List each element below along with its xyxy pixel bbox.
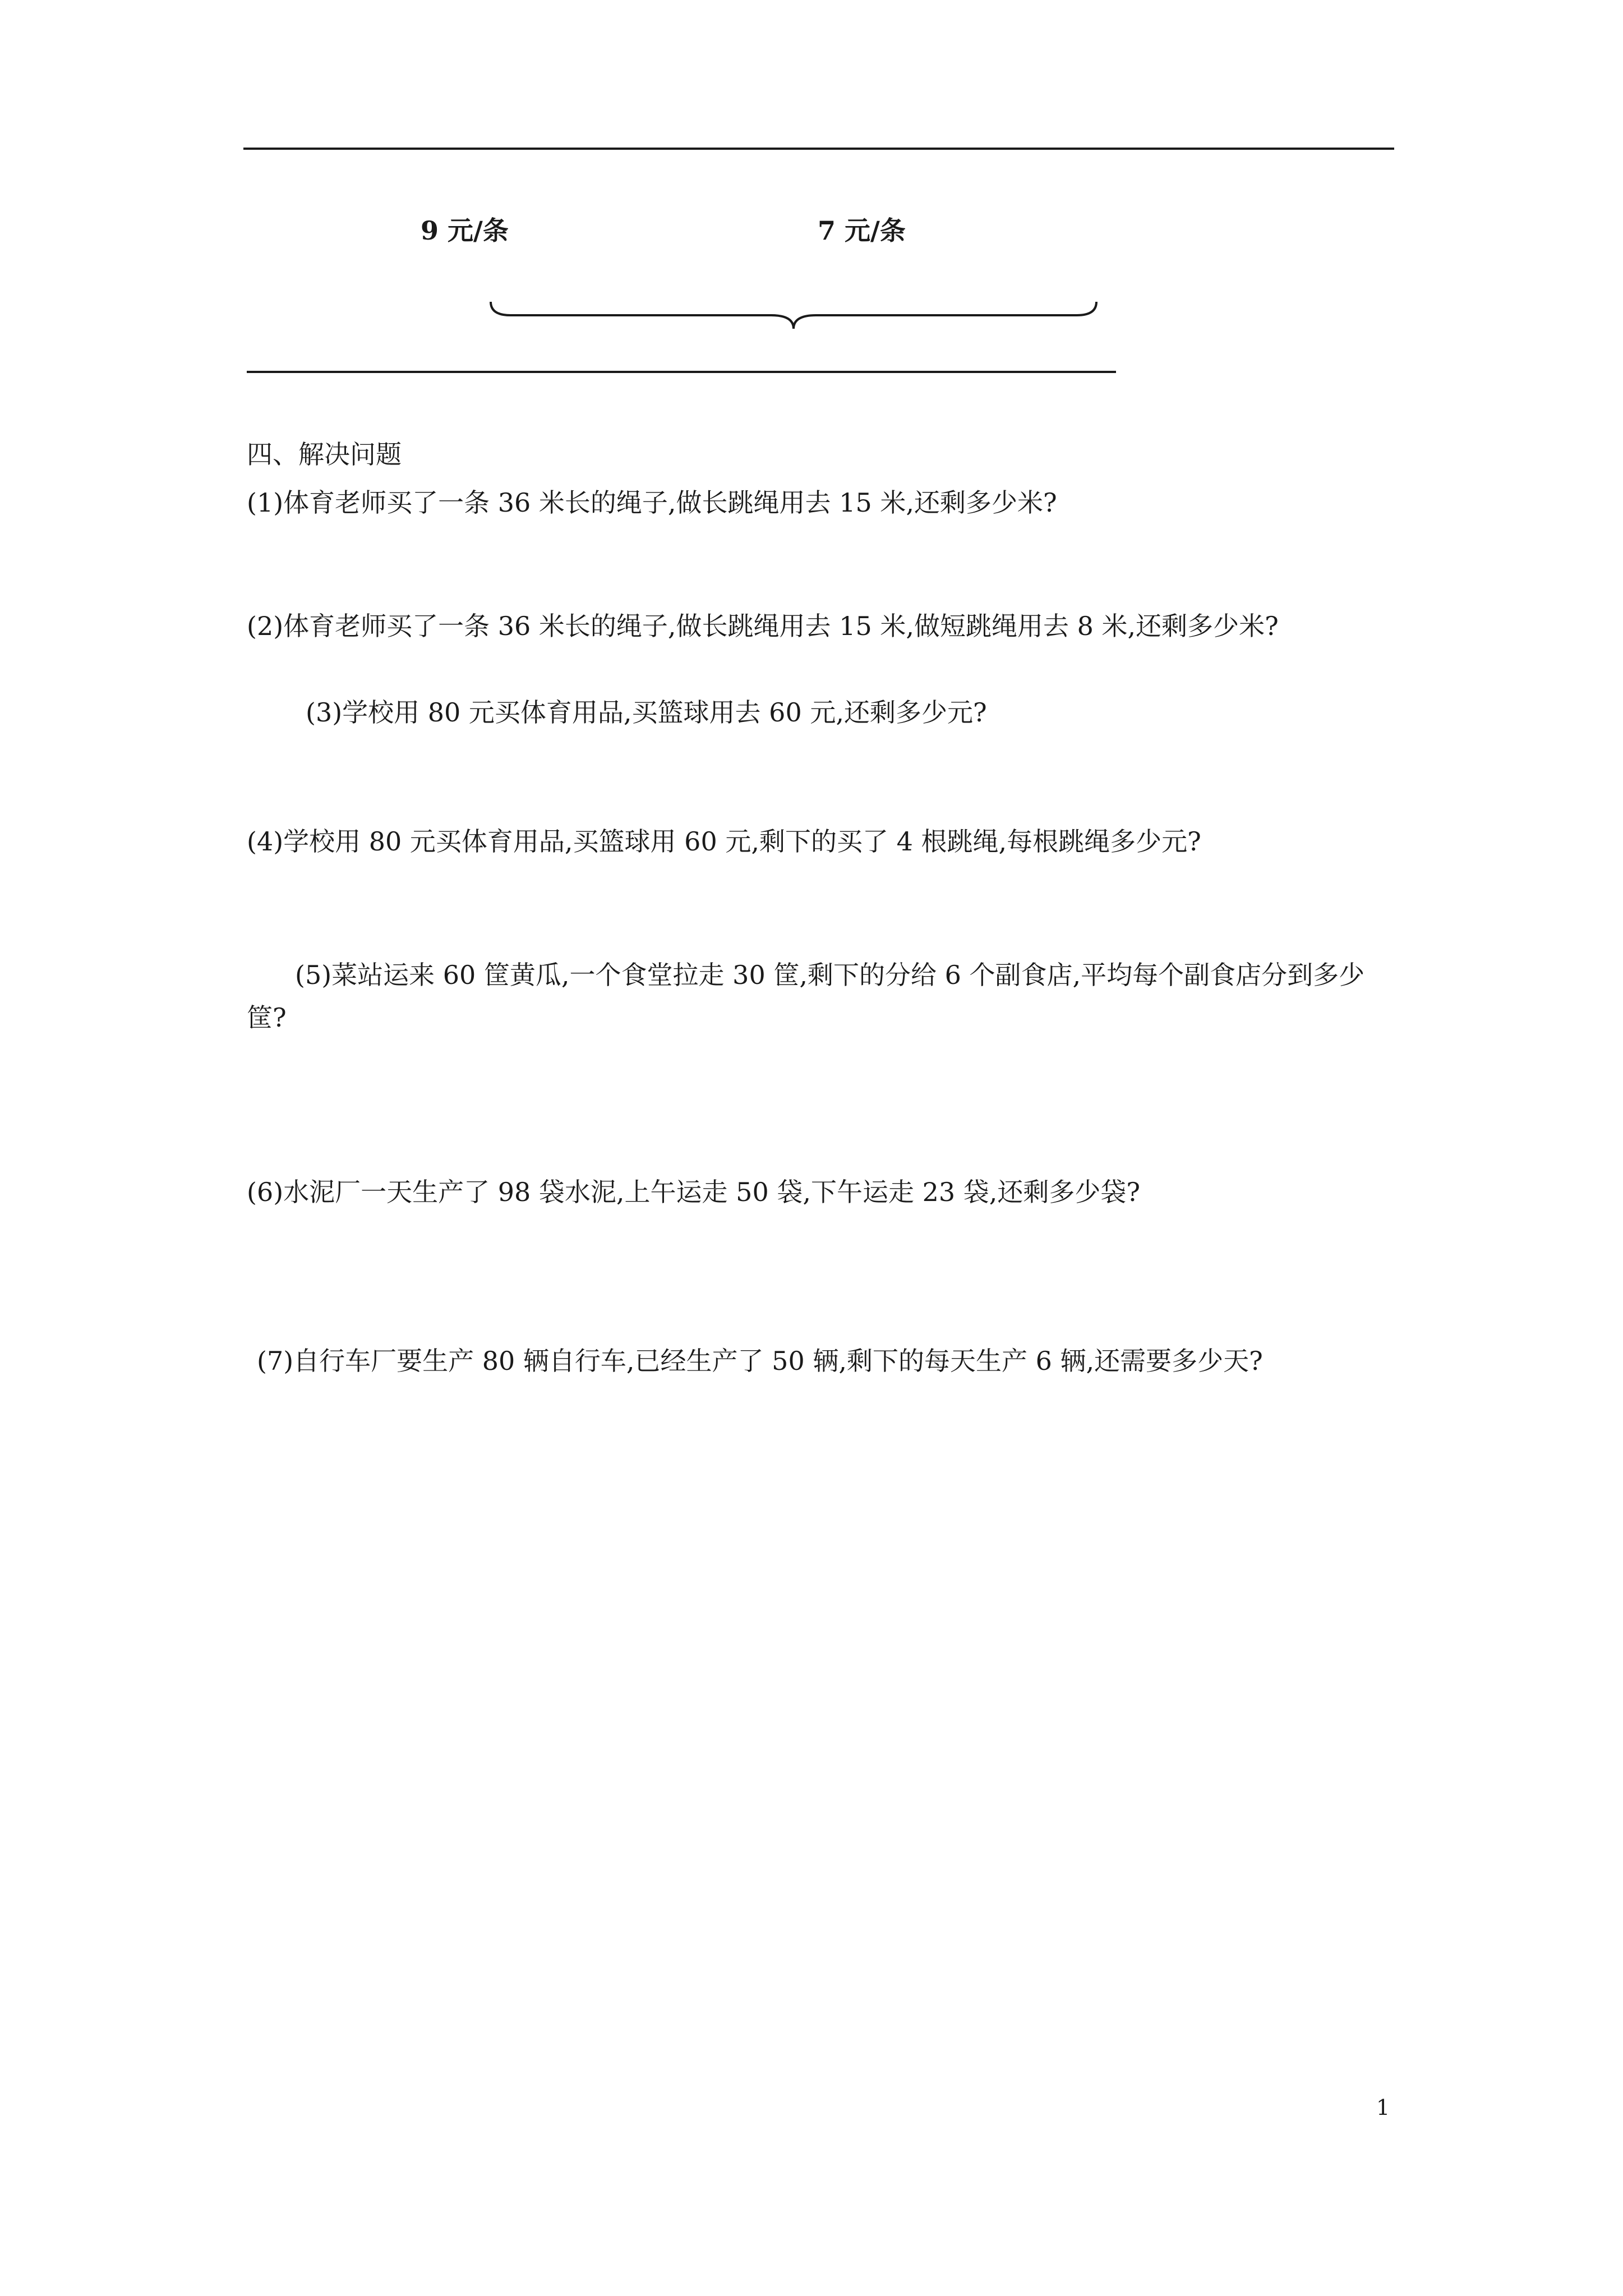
price-label-left: 9 元/条 bbox=[421, 215, 509, 246]
answer-line bbox=[247, 371, 1116, 373]
problem-6: (6)水泥厂一天生产了 98 袋水泥,上午运走 50 袋,下午运走 23 袋,还剩多少袋? bbox=[247, 1177, 1141, 1207]
page-number: 1 bbox=[1376, 2095, 1390, 2120]
curly-brace bbox=[488, 297, 1099, 331]
problem-7: (7)自行车厂要生产 80 辆自行车,已经生产了 50 辆,剩下的每天生产 6 辆,还需要多少天? bbox=[257, 1346, 1263, 1376]
section-heading: 四、解决问题 bbox=[247, 439, 402, 470]
problem-4: (4)学校用 80 元买体育用品,买篮球用 60 元,剩下的买了 4 根跳绳,每根跳绳多少元? bbox=[247, 826, 1201, 857]
problem-1: (1)体育老师买了一条 36 米长的绳子,做长跳绳用去 15 米,还剩多少米? bbox=[247, 487, 1057, 518]
problem-2: (2)体育老师买了一条 36 米长的绳子,做长跳绳用去 15 米,做短跳绳用去 8 米,还剩多少米? bbox=[247, 611, 1279, 641]
problem-5: (5)菜站运来 60 筐黄瓜,一个食堂拉走 30 筐,剩下的分给 6 个副食店,平均每个副食店分到多少筐? bbox=[247, 960, 1365, 1033]
problem-3: (3)学校用 80 元买体育用品,买篮球用去 60 元,还剩多少元? bbox=[306, 697, 987, 728]
top-rule bbox=[243, 148, 1394, 150]
price-label-right: 7 元/条 bbox=[818, 215, 906, 246]
